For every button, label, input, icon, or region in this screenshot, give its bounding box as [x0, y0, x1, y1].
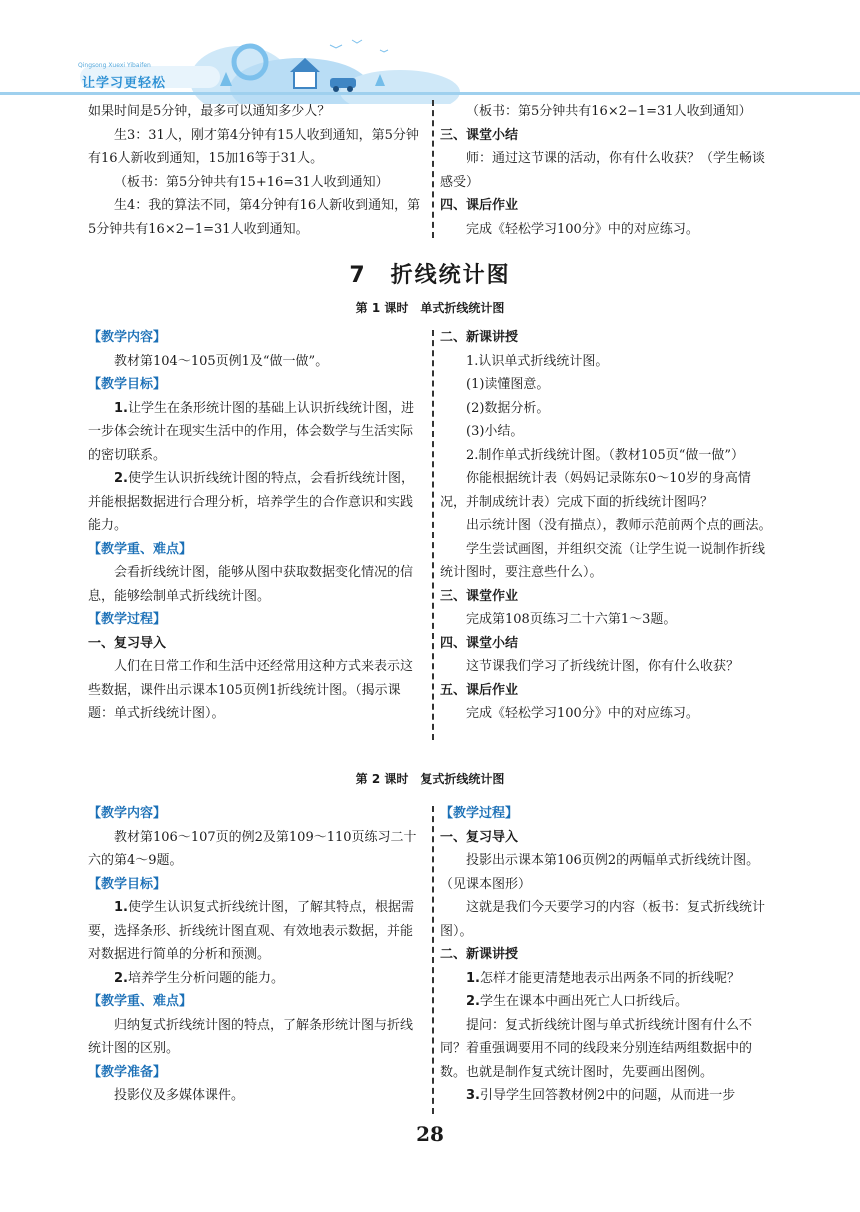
column-divider — [432, 100, 434, 238]
column-divider — [432, 330, 434, 740]
paragraph: 归纳复式折线统计图的特点，了解条形统计图与折线统计图的区别。 — [88, 1017, 414, 1056]
paragraph: 生4：我的算法不同，第4分钟有16人新收到通知，第5分钟共有16×2−1=31人收到通知。 — [88, 198, 421, 237]
top-right-column — [440, 100, 776, 241]
section-heading: 五、课后作业 — [440, 682, 519, 698]
section-tag: 【教学重、难点】 — [88, 541, 193, 557]
item-number: 2. — [114, 471, 128, 486]
item-text: 让学生在条形统计图的基础上认识折线统计图，进一步体会统计在现实生活中的作用，体会数学与生活实际的密切联系。 — [88, 400, 414, 463]
item-text: 使学生认识复式折线统计图，了解其特点，根据需要，选择条形、折线统计图直观、有效地表示数据，并能对数据进行简单的分析和预测。 — [88, 900, 414, 962]
brand-subtitle: Qingsong Xuexi Yibaifen — [78, 62, 151, 69]
lesson2-left-column — [88, 802, 424, 1108]
lesson2-right-column — [440, 802, 776, 1108]
paragraph — [440, 990, 776, 1014]
section-heading: 三、课堂小结 — [440, 127, 519, 143]
section-tag: 【教学准备】 — [88, 1064, 167, 1080]
item-text: 使学生认识折线统计图的特点，会看折线统计图，并能根据数据进行合理分析，培养学生的合作意识和实践能力。 — [88, 471, 414, 533]
section-tag: 【教学过程】 — [88, 612, 167, 627]
paragraph: 学生尝试画图，并组织交流（让学生说一说制作折线统计图时，要注意些什么）。 — [440, 541, 766, 580]
item-text: 引导学生回答教材例2中的问题，从而进一步 — [479, 1088, 736, 1103]
item-text: 学生在课本中画出死亡人口折线后。 — [479, 994, 688, 1009]
paragraph: 2.制作单式折线统计图。（教材105页“做一做”） — [466, 447, 745, 463]
lesson1-left-column — [88, 326, 424, 726]
item-text: 培养学生分析问题的能力。 — [127, 970, 284, 986]
lesson1-right-column — [440, 326, 776, 726]
column-divider — [432, 806, 434, 1114]
paragraph: 投影仪及多媒体课件。 — [114, 1088, 245, 1103]
item-text: 怎样才能更清楚地表示出两条不同的折线呢？ — [479, 970, 740, 986]
paragraph — [88, 967, 424, 991]
page-number: 28 — [416, 1122, 444, 1146]
paragraph: 教材第104～105页例1及“做一做”。 — [114, 353, 329, 369]
section-heading: 二、新课讲授 — [440, 330, 519, 345]
section-heading: 四、课后作业 — [440, 198, 519, 213]
section-heading: 一、复习导入 — [88, 635, 167, 651]
paragraph: 完成《轻松学习100分》中的对应练习。 — [466, 221, 699, 237]
paragraph: 1.认识单式折线统计图。 — [466, 353, 609, 369]
paragraph: 人们在日常工作和生活中还经常用这种方式来表示这些数据，课件出示课本105页例1折线统计图。（揭示课题：单式折线统计图）。 — [88, 659, 414, 721]
item-number: 1. — [466, 970, 480, 986]
paragraph: 生3：31人，刚才第4分钟有15人收到通知，第5分钟有16人新收到通知，15加16等于31人。 — [88, 127, 419, 166]
item-number: 2. — [114, 970, 128, 986]
brand-logo: 让学习更轻松 — [82, 76, 167, 91]
paragraph: 会看折线统计图，能够从图中获取数据变化情况的信息，能够绘制单式折线统计图。 — [88, 565, 414, 604]
section-tag: 【教学重、难点】 — [88, 994, 193, 1009]
paragraph: 投影出示课本第106页例2的两幅单式折线统计图。（见课本图形） — [440, 853, 760, 892]
paragraph: (1)读懂图意。 — [466, 377, 550, 392]
section-heading: 三、课堂作业 — [440, 588, 519, 604]
page-header — [0, 0, 860, 104]
paragraph: (3)小结。 — [466, 424, 524, 439]
chapter-title: 7 折线统计图 — [349, 263, 511, 288]
paragraph — [88, 896, 424, 967]
paragraph: 完成《轻松学习100分》中的对应练习。 — [466, 706, 699, 721]
header-band — [0, 92, 860, 95]
item-number: 1. — [114, 400, 128, 416]
paragraph — [440, 967, 776, 991]
section-tag: 【教学过程】 — [440, 806, 519, 821]
paragraph: 这节课我们学习了折线统计图，你有什么收获？ — [466, 659, 740, 674]
item-number: 1. — [114, 900, 128, 915]
paragraph — [88, 467, 424, 538]
paragraph: 教材第106～107页的例2及第109～110页练习二十六的第4～9题。 — [88, 829, 417, 868]
paragraph: 如果时间是5分钟，最多可以通知多少人？ — [88, 104, 331, 119]
paragraph — [440, 1084, 776, 1108]
section-heading: 一、复习导入 — [440, 829, 519, 845]
paragraph: 这就是我们今天要学习的内容（板书：复式折线统计图）。 — [440, 900, 766, 939]
lesson2-title: 第 2 课时 复式折线统计图 — [355, 772, 505, 786]
paragraph: 出示统计图（没有描点），教师示范前两个点的画法。 — [466, 518, 772, 533]
paragraph — [88, 397, 424, 468]
paragraph: 提问：复式折线统计图与单式折线统计图有什么不同？着重强调要用不同的线段来分别连结两组数据中的数。也就是制作复式统计图时，先要画出图例。 — [440, 1017, 753, 1080]
paragraph: （板书：第5分钟共有16×2−1=31人收到通知） — [466, 104, 752, 119]
section-heading: 二、新课讲授 — [440, 947, 519, 962]
paragraph: （板书：第5分钟共有15+16=31人收到通知） — [114, 174, 389, 190]
paragraph: 你能根据统计表（妈妈记录陈东0～10岁的身高情况，并制成统计表）完成下面的折线统计图吗？ — [440, 471, 751, 510]
section-heading: 四、课堂小结 — [440, 635, 519, 651]
section-tag: 【教学目标】 — [88, 377, 167, 392]
paragraph: 师：通过这节课的活动，你有什么收获？（学生畅谈感受） — [440, 151, 766, 190]
paragraph: (2)数据分析。 — [466, 400, 550, 416]
section-tag: 【教学目标】 — [88, 876, 167, 892]
lesson1-title: 第 1 课时 单式折线统计图 — [355, 301, 505, 315]
item-number: 3. — [466, 1088, 480, 1103]
section-tag: 【教学内容】 — [88, 806, 167, 821]
paragraph: 完成第108页练习二十六第1～3题。 — [466, 612, 677, 627]
top-left-column — [88, 100, 424, 241]
item-number: 2. — [466, 994, 480, 1009]
section-tag: 【教学内容】 — [88, 330, 167, 345]
